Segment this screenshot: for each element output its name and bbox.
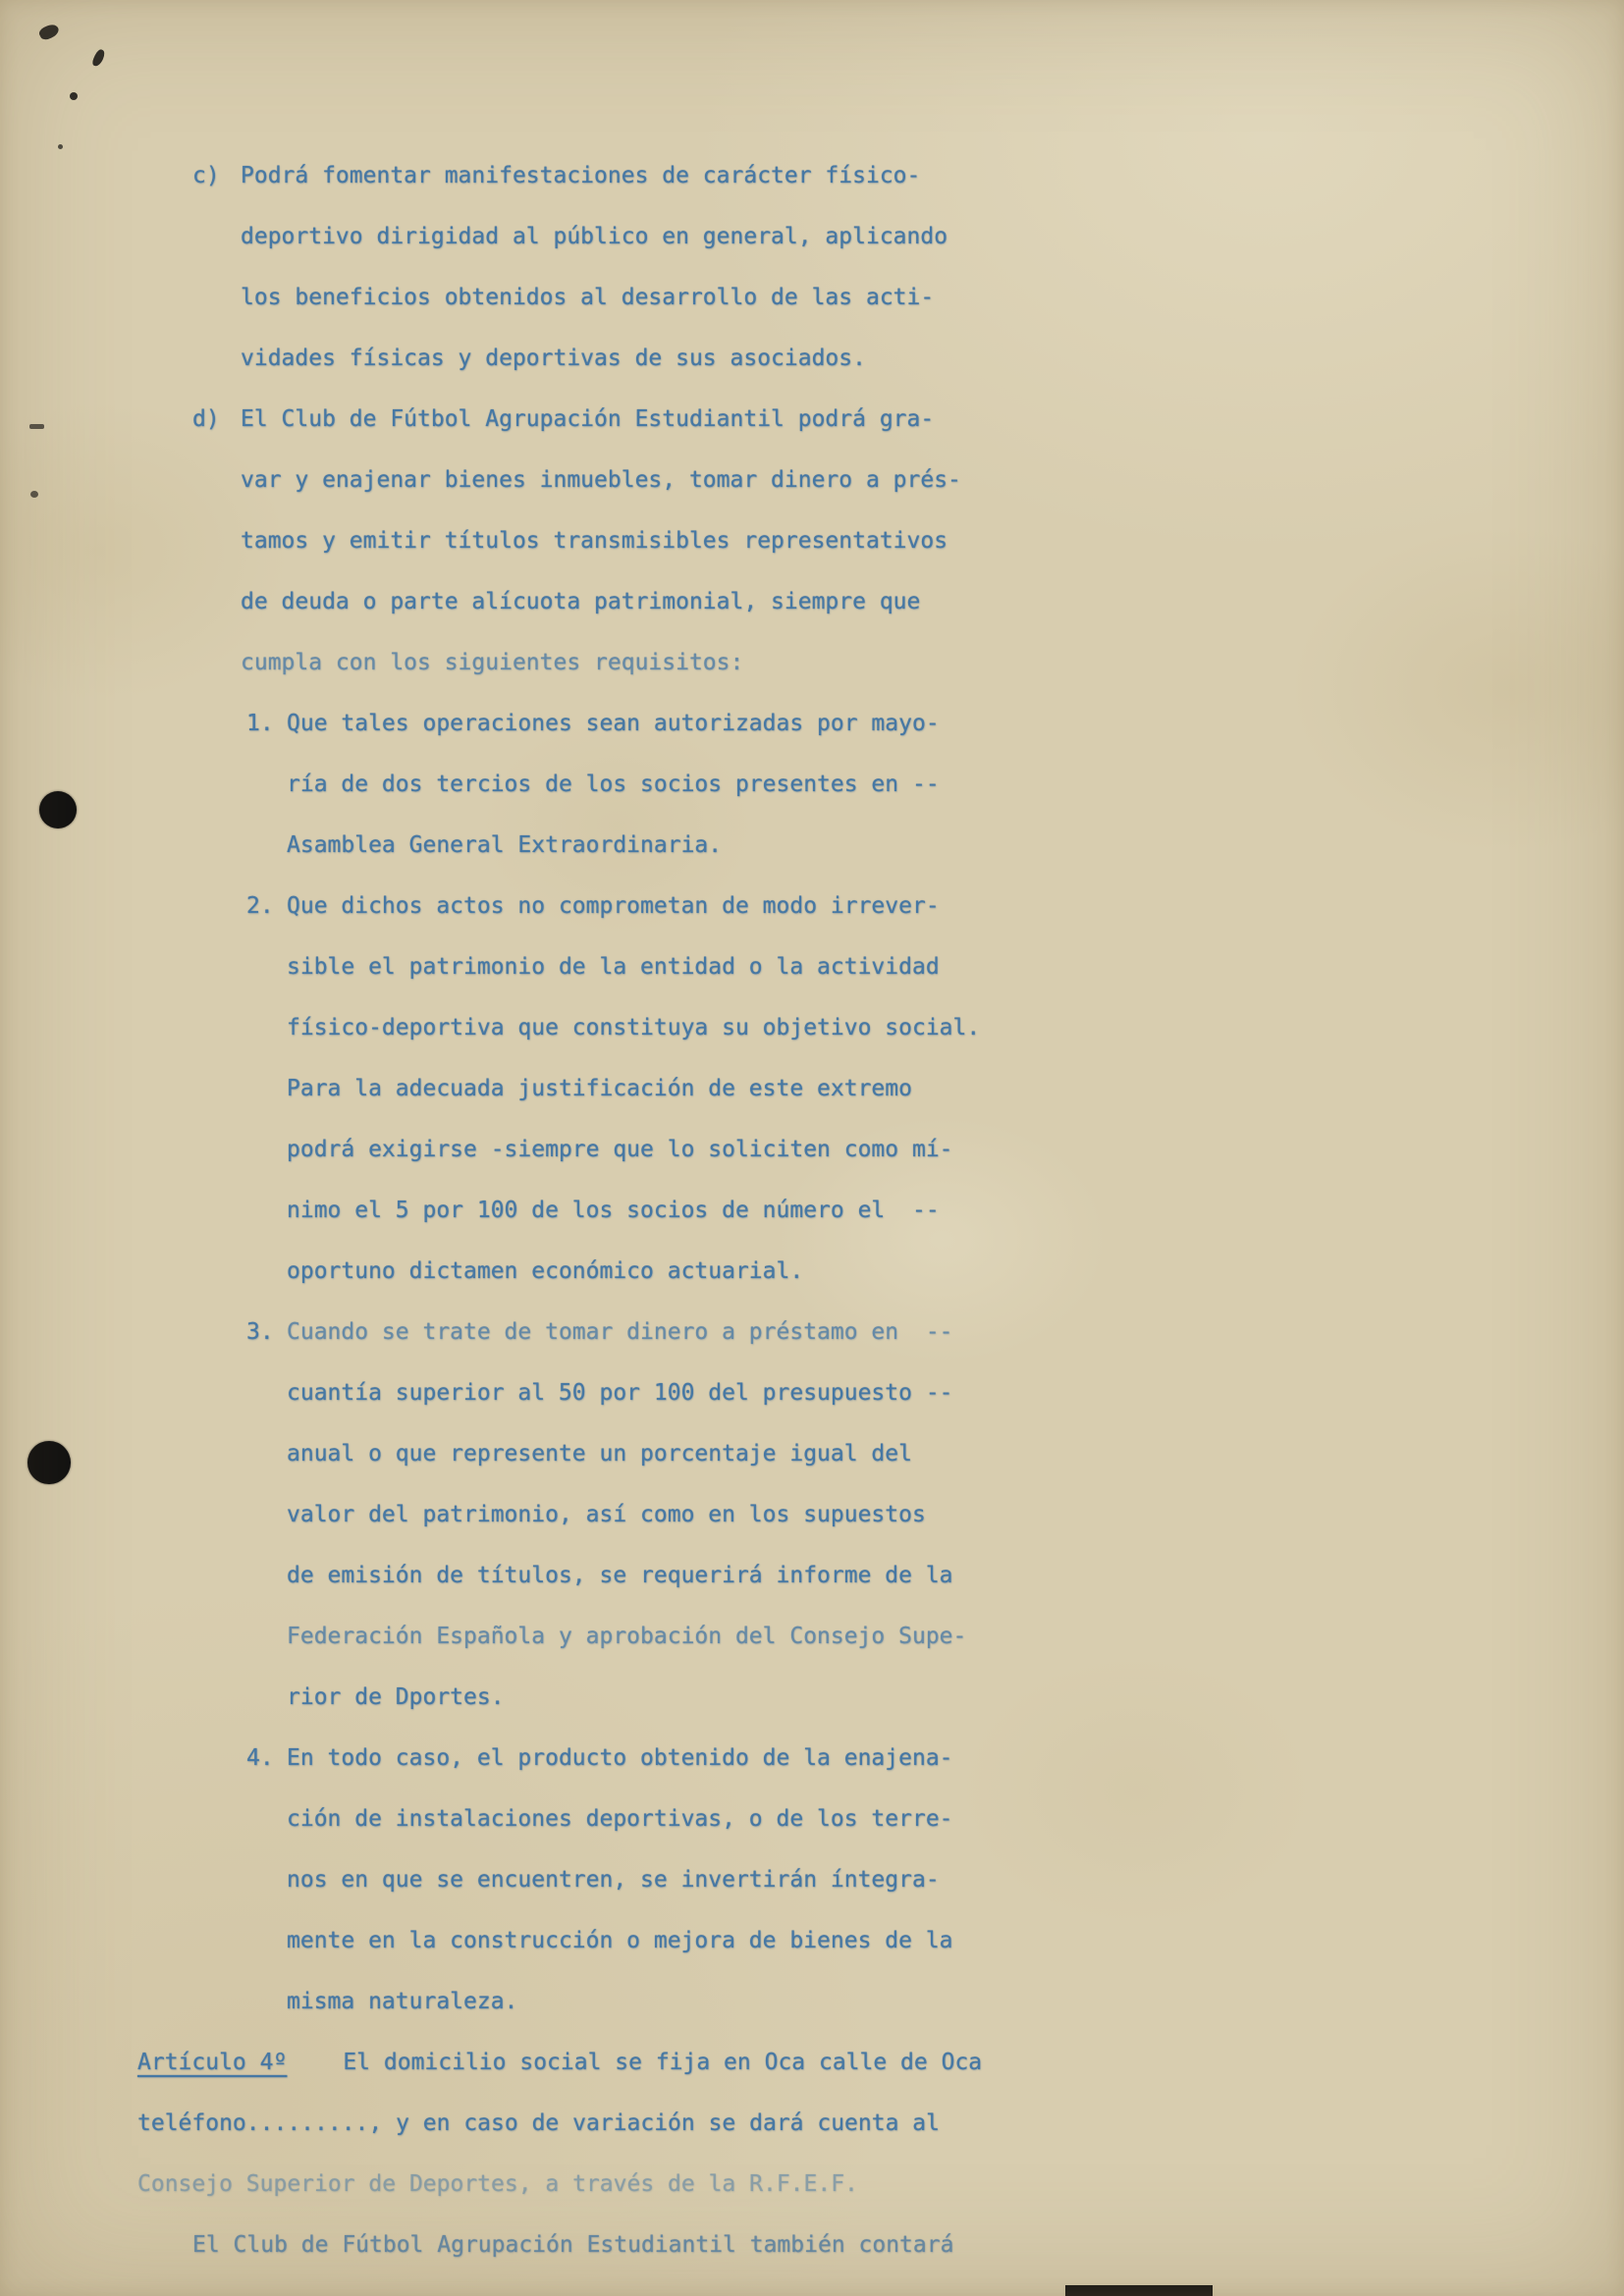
text-line: [0, 2032, 1624, 2093]
line-text: valor del patrimonio, así como en los supuestos: [287, 1502, 926, 1527]
text-line: [0, 997, 1624, 1058]
line-text: sible el patrimonio de la entidad o la actividad: [287, 954, 940, 980]
text-line: [0, 1119, 1624, 1180]
line-text: anual o que represente un porcentaje igual del: [287, 1441, 912, 1467]
line-text: cumpla con los siguientes requisitos:: [241, 650, 744, 675]
list-marker: d): [192, 406, 220, 432]
line-text: Podrá fomentar manifestaciones de carácter físico-: [241, 163, 921, 188]
line-text: físico-deportiva que constituya su objetivo social.: [287, 1015, 981, 1041]
list-marker: 4.: [246, 1745, 274, 1771]
ink-mark: [37, 22, 61, 42]
line-text: nimo el 5 por 100 de los socios de número el --: [287, 1198, 940, 1223]
text-line: [0, 693, 1624, 754]
ink-mark: [91, 48, 107, 68]
text-line: [0, 815, 1624, 876]
text-line: [0, 632, 1624, 693]
text-line: [0, 1484, 1624, 1545]
line-text: mente en la construcción o mejora de bienes de la: [287, 1928, 953, 1953]
text-line: [0, 1180, 1624, 1241]
line-text: los beneficios obtenidos al desarrollo de las acti-: [241, 285, 935, 310]
text-line: [0, 1910, 1624, 1971]
list-marker: 2.: [246, 893, 274, 919]
line-text: Que tales operaciones sean autorizadas por mayo-: [287, 711, 940, 736]
line-text: El domicilio social se fija en Oca calle de Oca: [343, 2050, 983, 2075]
text-line: [0, 1362, 1624, 1423]
text-line: [0, 2154, 1624, 2215]
line-text: vidades físicas y deportivas de sus asociados.: [241, 346, 866, 371]
line-text: de emisión de títulos, se requerirá informe de la: [287, 1563, 953, 1588]
line-text: ción de instalaciones deportivas, o de los terre-: [287, 1806, 953, 1832]
text-line: [0, 754, 1624, 815]
line-text: Que dichos actos no comprometan de modo irrever-: [287, 893, 940, 919]
line-text: Cuando se trate de tomar dinero a préstamo en --: [287, 1319, 953, 1345]
line-text: El Club de Fútbol Agrupación Estudiantil podrá gra-: [241, 406, 935, 432]
text-line: [0, 2215, 1624, 2275]
text-line: [0, 1849, 1624, 1910]
line-text: rior de Dportes.: [287, 1684, 505, 1710]
text-line: [0, 936, 1624, 997]
line-text: tamos y emitir títulos transmisibles representativos: [241, 528, 948, 554]
text-line: [0, 2093, 1624, 2154]
text-line: [0, 510, 1624, 571]
text-line: [0, 267, 1624, 328]
line-text: misma naturaleza.: [287, 1989, 518, 2014]
text-line: [0, 145, 1624, 206]
text-line: [0, 876, 1624, 936]
text-line: [0, 328, 1624, 389]
line-text: En todo caso, el producto obtenido de la enajena-: [287, 1745, 953, 1771]
text-line: [0, 1728, 1624, 1789]
line-text: nos en que se encuentren, se invertirán íntegra-: [287, 1867, 940, 1893]
line-text: cuantía superior al 50 por 100 del presupuesto --: [287, 1380, 953, 1406]
text-line: [0, 1789, 1624, 1849]
scan-edge-artifact: [1065, 2285, 1213, 2296]
text-line: [0, 1423, 1624, 1484]
line-text: Asamblea General Extraordinaria.: [287, 832, 723, 858]
line-text: Consejo Superior de Deportes, a través de la R.F.E.F.: [137, 2171, 858, 2197]
line-text: var y enajenar bienes inmuebles, tomar dinero a prés-: [241, 467, 961, 493]
article-heading: Artículo 4º: [137, 2050, 288, 2075]
line-text: teléfono........., y en caso de variación se dará cuenta al: [137, 2110, 940, 2136]
list-marker: 1.: [246, 711, 274, 736]
text-line: [0, 1545, 1624, 1606]
line-text: deportivo dirigidad al público en general, aplicando: [241, 224, 948, 249]
text-line: [0, 450, 1624, 510]
line-text: ría de dos tercios de los socios presentes en --: [287, 772, 940, 797]
typewritten-text: [0, 145, 1624, 2275]
text-line: [0, 1606, 1624, 1667]
text-line: [0, 1667, 1624, 1728]
text-line: [0, 389, 1624, 450]
text-line: [0, 571, 1624, 632]
list-marker: 3.: [246, 1319, 274, 1345]
line-text: de deuda o parte alícuota patrimonial, siempre que: [241, 589, 921, 614]
ink-mark: [70, 92, 78, 100]
text-line: [0, 1971, 1624, 2032]
line-text: podrá exigirse -siempre que lo soliciten como mí-: [287, 1137, 953, 1162]
line-text: oportuno dictamen económico actuarial.: [287, 1258, 804, 1284]
text-line: [0, 206, 1624, 267]
line-text: Para la adecuada justificación de este extremo: [287, 1076, 912, 1101]
text-line: [0, 1241, 1624, 1302]
text-line: [0, 1302, 1624, 1362]
line-text: El Club de Fútbol Agrupación Estudiantil también contará: [192, 2232, 954, 2258]
line-text: Federación Española y aprobación del Consejo Supe-: [287, 1624, 967, 1649]
text-line: [0, 1058, 1624, 1119]
list-marker: c): [192, 163, 220, 188]
